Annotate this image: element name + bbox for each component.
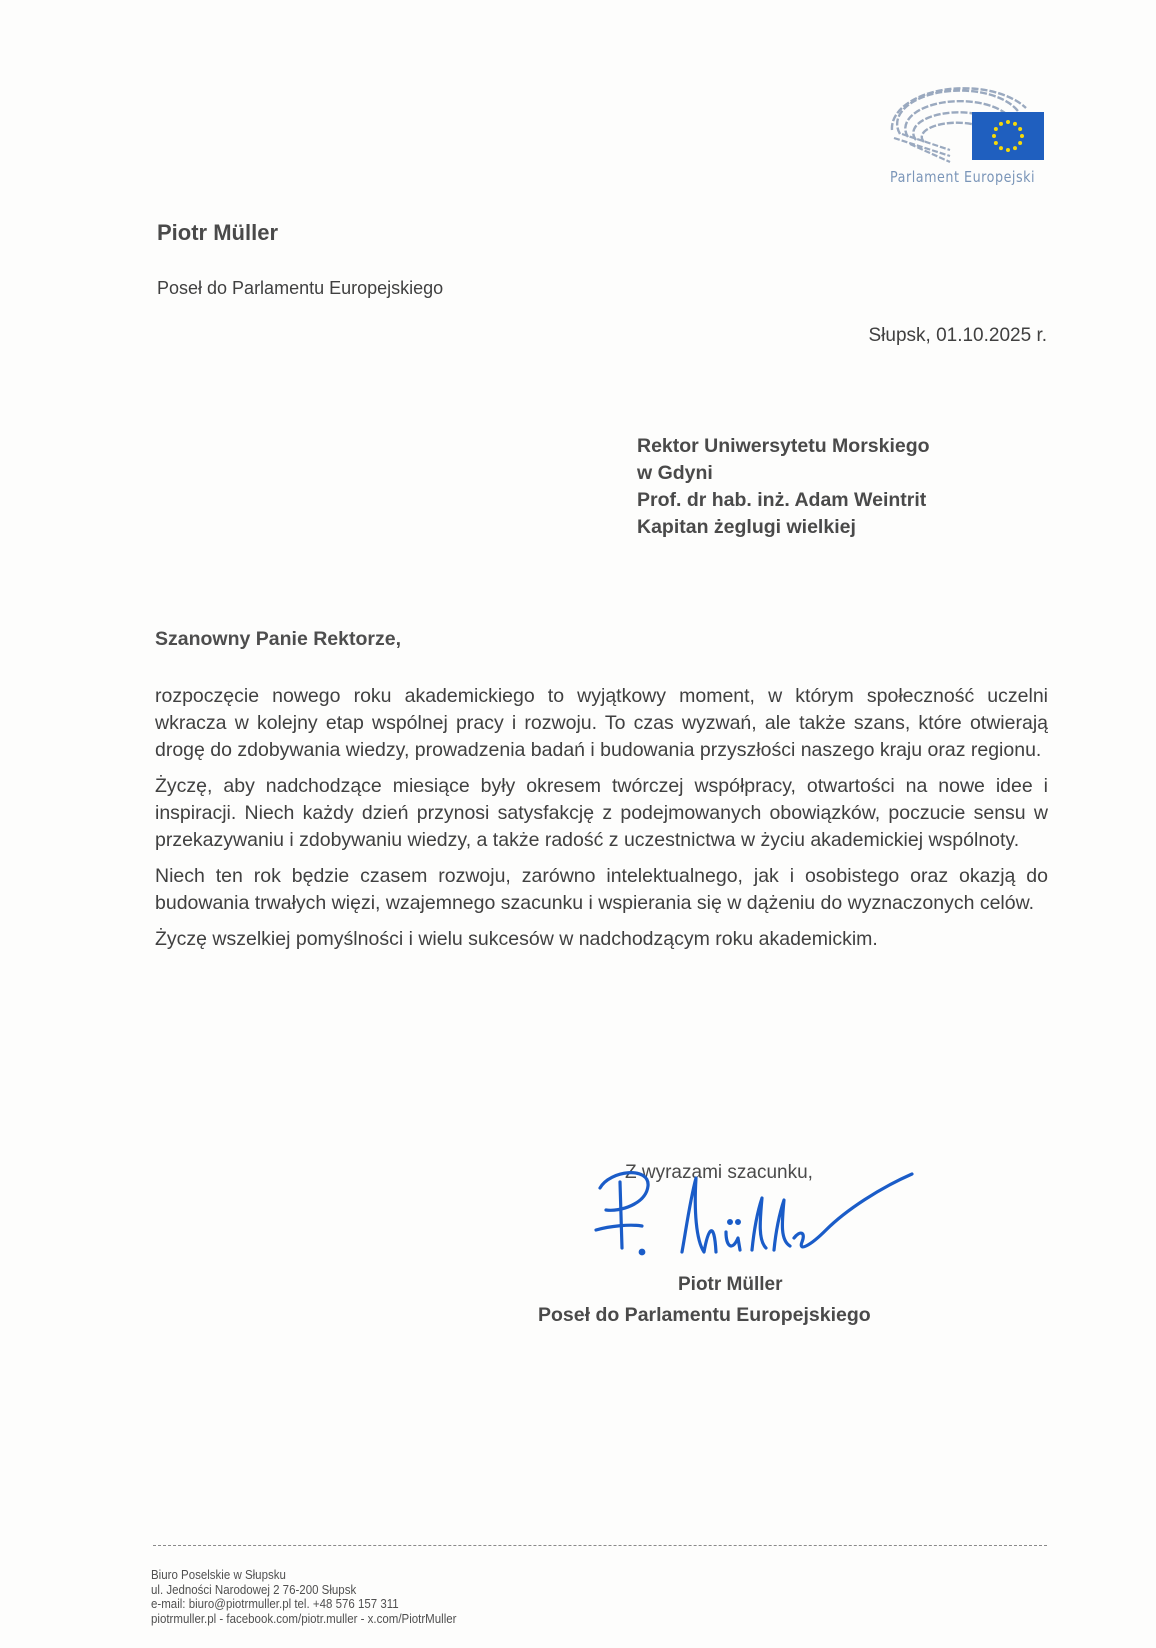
salutation: Szanowny Panie Rektorze, bbox=[155, 628, 401, 650]
recipient-line: Prof. dr hab. inż. Adam Weintrit bbox=[637, 489, 927, 511]
sender-title: Poseł do Parlamentu Europejskiego bbox=[157, 278, 444, 298]
eu-star-icon bbox=[994, 127, 998, 131]
recipient-line: Rektor Uniwersytetu Morskiego bbox=[637, 435, 930, 457]
eu-star-icon bbox=[1013, 122, 1017, 126]
body-paragraph: Życzę wszelkiej pomyślności i wielu sukcesów w nadchodzącym roku akademickim. bbox=[155, 928, 878, 950]
letter-body bbox=[155, 683, 1048, 962]
eu-star-icon bbox=[999, 122, 1003, 126]
recipient-line: w Gdyni bbox=[637, 462, 713, 484]
eu-star-icon bbox=[1013, 146, 1017, 150]
institution-wordmark: Parlament Europejski bbox=[890, 168, 1036, 186]
eu-flag-icon bbox=[972, 112, 1044, 160]
footer-divider bbox=[153, 1545, 1047, 1546]
eu-star-icon bbox=[994, 141, 998, 145]
recipient-address bbox=[637, 433, 930, 541]
recipient-line: Kapitan żeglugi wielkiej bbox=[637, 516, 856, 538]
eu-star-icon bbox=[1018, 127, 1022, 131]
eu-star-icon bbox=[1018, 141, 1022, 145]
eu-star-icon bbox=[992, 134, 996, 138]
eu-star-icon bbox=[1020, 134, 1024, 138]
place-date: Słupsk, 01.10.2025 r. bbox=[868, 325, 1047, 346]
body-paragraph: Życzę, aby nadchodzące miesiące były okresem twórczej współpracy, otwartości na nowe idee i inspiracji. Niech każdy dzień przynosi satysfakcję z podejmowanych obowiązków, poczucie sensu w przekazywaniu i zdobywaniu wiedzy, a także radość z uczestnictwa w życiu akademickiej wspólnoty. bbox=[155, 775, 1048, 851]
signatory-name: Piotr Müller bbox=[678, 1274, 783, 1295]
eu-star-icon bbox=[1006, 148, 1010, 152]
sender-name: Piotr Müller bbox=[157, 220, 279, 245]
footer-office: Biuro Poselskie w Słupsku bbox=[151, 1568, 286, 1582]
footer-links: piotrmuller.pl - facebook.com/piotr.muller - x.com/PiotrMuller bbox=[151, 1611, 457, 1626]
body-paragraph: rozpoczęcie nowego roku akademickiego to wyjątkowy moment, w którym społeczność uczelni wkracza w kolejny etap wspólnej pracy i rozwoju. To czas wyzwań, ale także szans, które otwierają drogę do zdobywania wiedzy, prowadzenia badań i budowania przyszłości naszego kraju oraz regionu. bbox=[155, 685, 1048, 761]
footer-contact bbox=[151, 1568, 456, 1626]
body-paragraph: Niech ten rok będzie czasem rozwoju, zarówno intelektualnego, jak i osobistego oraz okazją do budowania trwałych więzi, wzajemnego szacunku i wspierania się w dążeniu do wyznaczonych celów. bbox=[155, 865, 1048, 914]
signatory-title: Poseł do Parlamentu Europejskiego bbox=[538, 1304, 871, 1326]
footer-address: ul. Jedności Narodowej 2 76-200 Słupsk bbox=[151, 1582, 357, 1597]
eu-star-icon bbox=[999, 146, 1003, 150]
eu-star-icon bbox=[1006, 120, 1010, 124]
handwritten-signature-icon bbox=[590, 1160, 920, 1270]
footer-contact-line: e-mail: biuro@piotrmuller.pl tel. +48 576 157 311 bbox=[151, 1597, 399, 1611]
closing-phrase: Z wyrazami szacunku, bbox=[625, 1162, 813, 1183]
